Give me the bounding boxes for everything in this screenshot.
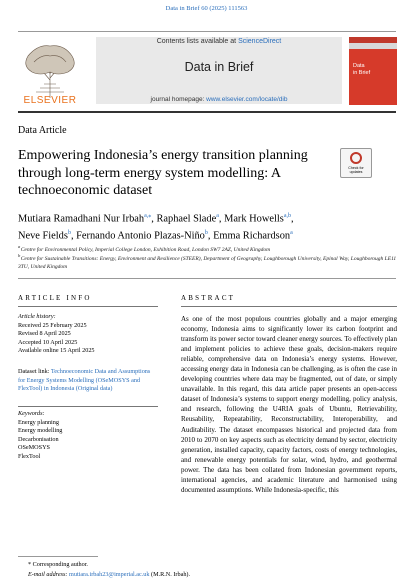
email-suffix: (M.R.N. Irbah). [149,571,191,578]
contents-line [96,38,342,45]
dataset-label: Dataset link: [18,368,51,375]
author-name[interactable]: Emma Richardson [213,230,291,242]
journal-reference[interactable]: Data in Brief 60 (2025) 111563 [165,5,248,12]
author-affiliation-marker[interactable]: a,⁎ [144,213,152,219]
affiliation-marker: a [18,244,21,249]
check-updates-icon [350,152,362,164]
badge-text-line-2: updates [349,170,363,174]
keywords-block [18,410,158,462]
history-accepted: Accepted 10 April 2025 [18,338,78,346]
author-affiliation-marker[interactable]: b [204,230,208,237]
author-name[interactable]: Fernando Antonio Plazas-Niño [76,230,205,242]
keyword: Energy modelling [18,427,63,435]
keyword: OSeMOSYS [18,444,50,452]
author-separator: , [70,230,77,242]
history-label: Article history: [18,313,56,320]
history-received: Received 25 February 2025 [18,321,87,329]
corresponding-mark: * [28,561,32,568]
homepage-link[interactable]: www.elsevier.com/locate/dib [206,96,288,103]
dataset-link[interactable]: Technoeconomic Data and Assumptions for Energy Systems Modelling (OSeMOSYS and FlexTool) in Indonesia (Original data) [18,368,151,393]
author-affiliation-marker[interactable]: a,b [283,213,291,219]
corresponding-author-note [28,560,328,569]
article-info-rule [18,306,158,307]
cover-text-line-2: in Brief [353,70,371,76]
author-affiliation-marker[interactable]: b [67,230,71,237]
author-affiliation-marker[interactable]: a [290,230,293,237]
article-history [18,313,158,356]
keyword: Energy planning [18,418,59,426]
keyword: FlexTool [18,452,41,460]
author-name[interactable]: Mark Howells [224,213,284,225]
history-revised: Revised 8 April 2025 [18,330,71,338]
email-link[interactable]: mutiara.irbah23@imperial.ac.uk [69,571,150,578]
abstract-rule [181,306,397,307]
author-separator: , [151,213,157,225]
keywords-label: Keywords: [18,410,45,417]
header-rule-bottom [18,111,396,113]
author-name[interactable]: Mutiara Ramadhani Nur Irbah [18,213,145,225]
cover-red-panel [349,49,397,105]
section-rule [18,278,396,279]
journal-cover-thumbnail[interactable] [349,37,397,105]
abstract-body: As one of the most populous countries globally and a major emerging economy, Indonesia aims to significantly lower its carbon footprint and transform its power sector toward cleaner energy sources. To effectively plan and implement policies to achieve these goals, decision-makers require reliable, comprehensive data on Indonesia’s energy systems. However, accessing energy data in Indonesia can be challenging, as is often the case in developing countries where data may be fragmented, out of date, or simply unavailable. In this regard, this data article paper presents an open-access dataset of Indonesia’s systems to support energy modelling, policy analysis, and research, following the U4RIA goals of Ubuntu, Retrievability, Reusability, Repeatability, Reconstructability, Interoperability, and Auditability. The dataset encompasses historical and projected data from 2010 to 2070 on key aspects such as electricity demand by sector, electricity generation, installed capacity, capacity factors, costs of energy technologies, and renewable energy potentials for solar, wind, hydro, and geothermal power. The data has been collated from Indonesian government reports, international agencies, and academic literature and harmonised using documented assumptions. While Indonesia-specific, this [181,315,397,494]
cover-text-line-1: Data [353,63,365,69]
contents-prefix: Contents lists available at [156,38,239,45]
badge-text [341,166,371,174]
author-separator: , [291,213,294,225]
author-separator: , [218,213,225,225]
affiliation-marker: b [18,253,21,258]
sciencedirect-link[interactable]: ScienceDirect [238,38,282,45]
email-note [28,570,328,579]
corresponding-text: Corresponding author. [32,561,88,568]
homepage-prefix: journal homepage: [150,96,207,103]
author-name[interactable]: Neve Fields [18,230,68,242]
cover-text [353,63,370,77]
check-for-updates-badge[interactable] [340,148,372,178]
history-online: Available online 15 April 2025 [18,347,95,355]
article-info-heading: ARTICLE INFO [18,294,92,302]
author-list [18,209,398,244]
elsevier-wordmark: ELSEVIER [23,95,77,106]
keyword: Decarbonisation [18,435,59,443]
article-type: Data Article [18,125,67,136]
author-affiliation-marker[interactable]: a [216,213,219,219]
badge-text-line-1: Check for [348,166,364,170]
abstract-heading: ABSTRACT [181,294,236,302]
header-rule-top [18,31,396,32]
email-label: E-mail address: [28,571,70,578]
homepage-line [96,96,342,103]
affiliation-text: Centre for Sustainable Transitions: Energy, Environment and Resilience (STEER), Department of Geography, Loughborough University, Epinal Way, Loughborough LE11 3TU, United Kingdom [18,255,397,270]
dataset-link-block [18,368,158,394]
dataset-rule [18,406,158,407]
author-name[interactable]: Raphael Slade [156,213,217,225]
article-title: Empowering Indonesia’s energy transition planning through long-term energy system modelling: A technoeconomic dataset [18,148,308,198]
journal-title: Data in Brief [184,60,254,74]
affiliation-text: Centre for Environmental Policy, Imperial College London, Exhibition Road, London SW7 2AZ, United Kingdom [20,246,271,253]
footnote-rule [18,556,98,557]
author-separator: , [207,230,214,242]
affiliation-b [18,252,398,271]
cover-top-band [349,37,397,43]
